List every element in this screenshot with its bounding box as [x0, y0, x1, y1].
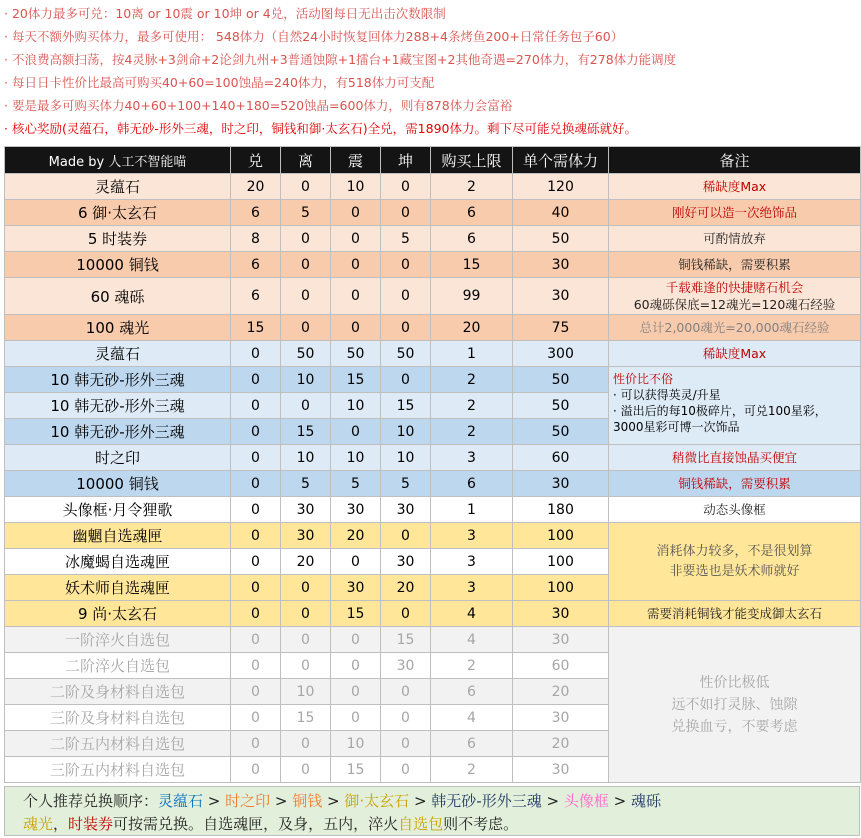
item-value: 0 [281, 731, 331, 757]
footer-item-shizhuangquan: 时装券 [68, 815, 114, 833]
remark-hunxia [609, 523, 861, 601]
table-row [5, 497, 861, 523]
item-value: 0 [381, 731, 431, 757]
item-value: 10 [381, 419, 431, 445]
item-value: 4 [431, 627, 513, 653]
item-value: 50 [513, 226, 609, 252]
item-value: 0 [231, 445, 281, 471]
item-value: 0 [281, 757, 331, 783]
table-row [5, 278, 861, 315]
item-value: 0 [381, 174, 431, 200]
item-value: 0 [231, 419, 281, 445]
item-value: 20 [513, 731, 609, 757]
item-value: 6 [231, 200, 281, 226]
item-value: 0 [381, 757, 431, 783]
header-kun: 坤 [381, 147, 431, 174]
remark-line: 性价比极低 [699, 674, 770, 691]
item-value: 0 [331, 627, 381, 653]
item-value: 0 [281, 653, 331, 679]
item-name: 一阶淬火自选包 [5, 627, 231, 653]
item-value: 300 [513, 341, 609, 367]
item-value: 6 [431, 471, 513, 497]
item-value: 15 [331, 367, 381, 393]
footer-item-touxiangkuang: 头像框 [563, 792, 609, 810]
item-value: 15 [281, 705, 331, 731]
item-value: 2 [431, 393, 513, 419]
item-value: 50 [513, 419, 609, 445]
table-header [5, 147, 861, 174]
item-value: 15 [431, 252, 513, 278]
footer-item-lingyun: 灵蕴石 [158, 792, 204, 810]
item-value: 30 [513, 705, 609, 731]
item-remark [609, 174, 861, 200]
item-value: 180 [513, 497, 609, 523]
item-value: 20 [331, 523, 381, 549]
item-name: 60 魂砾 [5, 278, 231, 315]
footer-item-taixuan: 御·太玄石 [344, 792, 410, 810]
item-value: 0 [231, 393, 281, 419]
item-name: 5 时装券 [5, 226, 231, 252]
item-value: 30 [381, 497, 431, 523]
exchange-table [4, 146, 861, 783]
remark-line: 远不如打灵脉、蚀隙 [671, 696, 798, 713]
header-zhen: 震 [331, 147, 381, 174]
item-value: 0 [381, 523, 431, 549]
table-row [5, 226, 861, 252]
note-line: · 要是最多可购买体力40+60+100+140+180=520蚀晶=600体力，则有878体力会富裕 [4, 98, 513, 113]
footer-text-end: 则不考虑。 [443, 815, 519, 833]
note-line: · 每日日卡性价比最高可购买40+60=100蚀晶=240体力，有518体力可支配 [4, 75, 435, 90]
item-value: 3 [431, 549, 513, 575]
item-value: 2 [431, 757, 513, 783]
remark-text: 总计2,000魂光=20,000魂石经验 [639, 320, 830, 335]
item-value: 15 [281, 419, 331, 445]
item-remark [609, 601, 861, 627]
item-value: 1 [431, 341, 513, 367]
item-value: 30 [513, 627, 609, 653]
note-line: · 每天不额外购买体力，最多可使用： 548体力（自然24小时恢复回体力288+4条烤鱼200+日常任务包子60） [4, 29, 624, 44]
footer-item-zixuanbao: 自选包 [398, 815, 444, 833]
item-name: 10000 铜钱 [5, 471, 231, 497]
item-value: 120 [513, 174, 609, 200]
recommend-footer [4, 786, 860, 836]
item-value: 0 [381, 315, 431, 341]
remark-line: 消耗体力较多，不是很划算 [656, 543, 813, 559]
item-name: 头像框·月令狸歌 [5, 497, 231, 523]
item-name: 幽魍自选魂匣 [5, 523, 231, 549]
footer-sep: > [203, 792, 226, 810]
item-value: 15 [381, 627, 431, 653]
item-value: 1 [431, 497, 513, 523]
item-value: 10 [331, 731, 381, 757]
item-value: 0 [231, 731, 281, 757]
footer-sep: ， [53, 815, 69, 833]
table-row [5, 252, 861, 278]
item-value: 0 [381, 679, 431, 705]
item-value: 99 [431, 278, 513, 315]
item-name: 10 韩无砂-形外三魂 [5, 393, 231, 419]
item-value: 0 [331, 653, 381, 679]
item-value: 0 [381, 705, 431, 731]
table-row [5, 601, 861, 627]
item-value: 0 [331, 549, 381, 575]
note-line: · 20体力最多可兑：10离 or 10震 or 10坤 or 4兑，活动图每日无出击次数限制 [4, 6, 446, 21]
item-value: 0 [281, 252, 331, 278]
item-value: 20 [513, 679, 609, 705]
item-value: 6 [431, 679, 513, 705]
item-name: 10 韩无砂-形外三魂 [5, 419, 231, 445]
footer-text-skip: 自选魂匣，及身，五内，淬火 [203, 815, 399, 833]
header-limit: 购买上限 [431, 147, 513, 174]
footer-text-optional: 可按需兑换。 [113, 815, 204, 833]
item-value: 15 [381, 393, 431, 419]
item-value: 0 [281, 601, 331, 627]
item-remark [609, 278, 861, 315]
item-value: 60 [513, 653, 609, 679]
item-name: 9 尚·太玄石 [5, 601, 231, 627]
item-value: 0 [231, 549, 281, 575]
item-value: 5 [381, 226, 431, 252]
item-value: 5 [281, 471, 331, 497]
table-row [5, 367, 861, 393]
item-name: 100 魂光 [5, 315, 231, 341]
footer-item-shizhiyin: 时之印 [225, 792, 271, 810]
item-value: 5 [331, 471, 381, 497]
item-name: 灵蕴石 [5, 341, 231, 367]
table-row [5, 174, 861, 200]
header-remark: 备注 [609, 147, 861, 174]
note-line: · 核心奖励(灵蕴石，韩无砂-形外三魂，时之印，铜钱和御·太玄石)全兑，需1890体力。剩下尽可能兑换魂砾就好。 [4, 121, 637, 136]
footer-item-tongqian: 铜钱 [292, 792, 323, 810]
item-value: 6 [431, 226, 513, 252]
item-value: 30 [331, 497, 381, 523]
item-value: 30 [381, 549, 431, 575]
item-value: 50 [513, 393, 609, 419]
item-value: 0 [231, 575, 281, 601]
item-name: 妖术师自选魂匣 [5, 575, 231, 601]
item-value: 0 [381, 367, 431, 393]
remark-line: · 可以获得英灵/升星 [613, 388, 721, 402]
item-value: 0 [231, 757, 281, 783]
footer-sep: > [409, 792, 432, 810]
item-value: 0 [381, 200, 431, 226]
remark-text: 铜钱稀缺，需要积累 [678, 476, 791, 491]
item-value: 0 [281, 575, 331, 601]
item-value: 10 [281, 367, 331, 393]
footer-item-hanwusha: 韩无砂-形外三魂 [431, 792, 542, 810]
item-value: 4 [431, 601, 513, 627]
item-value: 30 [513, 471, 609, 497]
item-value: 50 [331, 341, 381, 367]
item-value: 6 [431, 731, 513, 757]
item-name: 灵蕴石 [5, 174, 231, 200]
footer-sep: > [270, 792, 293, 810]
remark-line: · 溢出后的每10极碎片，可兑100星彩，3000星彩可博一次饰品 [613, 404, 827, 434]
item-value: 0 [281, 393, 331, 419]
item-value: 6 [231, 278, 281, 315]
item-remark [609, 471, 861, 497]
item-name: 冰魔蝎自选魂匣 [5, 549, 231, 575]
item-value: 0 [331, 679, 381, 705]
item-value: 30 [281, 497, 331, 523]
item-value: 10 [381, 445, 431, 471]
item-value: 3 [431, 523, 513, 549]
remark-text: 可酌情放弃 [703, 231, 766, 246]
item-value: 0 [331, 278, 381, 315]
item-name: 6 御·太玄石 [5, 200, 231, 226]
item-value: 10 [281, 679, 331, 705]
item-value: 0 [231, 341, 281, 367]
item-value: 3 [431, 575, 513, 601]
item-value: 0 [281, 226, 331, 252]
item-value: 0 [331, 200, 381, 226]
item-remark [609, 252, 861, 278]
item-value: 0 [231, 601, 281, 627]
item-value: 6 [431, 200, 513, 226]
item-value: 0 [281, 174, 331, 200]
item-value: 10 [331, 445, 381, 471]
notes-panel [0, 0, 861, 146]
item-value: 100 [513, 575, 609, 601]
footer-prefix: 个人推荐兑换顺序： [23, 792, 159, 810]
table-row [5, 341, 861, 367]
item-value: 0 [381, 278, 431, 315]
item-name: 10000 铜钱 [5, 252, 231, 278]
footer-item-hunli: 魂砾 [630, 792, 661, 810]
table-row [5, 315, 861, 341]
table-row [5, 200, 861, 226]
item-remark [609, 341, 861, 367]
item-value: 15 [331, 601, 381, 627]
table-row [5, 471, 861, 497]
item-name: 二阶及身材料自选包 [5, 679, 231, 705]
remark-line: 非要选也是妖术师就好 [669, 563, 800, 579]
footer-sep: > [541, 792, 564, 810]
table-row [5, 627, 861, 653]
remark-text: 需要消耗铜钱才能变成御太玄石 [646, 606, 822, 621]
remark-text: 稀缺度Max [702, 179, 767, 194]
header-author: Made by 人工不智能喵 [5, 147, 231, 174]
item-value: 0 [231, 523, 281, 549]
item-value: 0 [231, 679, 281, 705]
remark-zixuanbao [609, 627, 861, 783]
item-value: 100 [513, 523, 609, 549]
item-value: 5 [381, 471, 431, 497]
item-value: 0 [231, 367, 281, 393]
item-value: 20 [431, 315, 513, 341]
item-value: 0 [281, 278, 331, 315]
remark-hanwusha [609, 367, 861, 445]
remark-title: 性价比不俗 [613, 372, 674, 386]
item-value: 0 [331, 252, 381, 278]
item-name: 二阶五内材料自选包 [5, 731, 231, 757]
item-value: 0 [381, 252, 431, 278]
note-line: · 不浪费高额扫荡，按4灵脉+3剑命+2论剑九州+3普通蚀隙+1擂台+1藏宝图+2其他奇遇=270体力，有278体力能调度 [4, 52, 677, 67]
remark-text: 刚好可以造一次绝饰品 [671, 205, 797, 220]
remark-text-2: 60魂砾保底=12魂光=120魂石经验 [633, 297, 836, 312]
item-value: 20 [381, 575, 431, 601]
item-remark [609, 497, 861, 523]
remark-text: 稀缺度Max [702, 346, 767, 361]
footer-sep: > [322, 792, 345, 810]
header-li: 离 [281, 147, 331, 174]
item-value: 10 [281, 445, 331, 471]
item-value: 0 [281, 627, 331, 653]
item-value: 2 [431, 174, 513, 200]
item-value: 30 [281, 523, 331, 549]
item-value: 20 [281, 549, 331, 575]
item-value: 6 [231, 252, 281, 278]
item-value: 2 [431, 653, 513, 679]
item-name: 三阶五内材料自选包 [5, 757, 231, 783]
remark-text: 稍微比直接蚀晶买便宜 [671, 450, 797, 465]
item-remark [609, 226, 861, 252]
item-value: 30 [513, 278, 609, 315]
item-value: 50 [513, 367, 609, 393]
item-remark [609, 200, 861, 226]
item-name: 二阶淬火自选包 [5, 653, 231, 679]
item-value: 30 [513, 757, 609, 783]
item-value: 0 [231, 627, 281, 653]
item-value: 5 [281, 200, 331, 226]
item-name: 三阶及身材料自选包 [5, 705, 231, 731]
item-value: 4 [431, 705, 513, 731]
item-value: 3 [431, 445, 513, 471]
item-value: 0 [231, 471, 281, 497]
remark-text: 铜钱稀缺，需要积累 [678, 257, 791, 272]
remark-text: 千载难逢的快捷赌石机会 [665, 280, 804, 295]
item-value: 100 [513, 549, 609, 575]
item-value: 30 [381, 653, 431, 679]
item-value: 30 [513, 252, 609, 278]
item-value: 20 [231, 174, 281, 200]
footer-sep: > [608, 792, 631, 810]
remark-line: 兑换血亏，不要考虑 [671, 718, 798, 735]
item-value: 0 [381, 601, 431, 627]
item-name: 10 韩无砂-形外三魂 [5, 367, 231, 393]
item-value: 0 [331, 226, 381, 252]
item-value: 15 [331, 757, 381, 783]
item-value: 8 [231, 226, 281, 252]
table-row [5, 523, 861, 549]
item-value: 0 [231, 497, 281, 523]
footer-item-hunguang: 魂光 [23, 815, 54, 833]
item-value: 75 [513, 315, 609, 341]
item-value: 10 [331, 393, 381, 419]
item-value: 2 [431, 419, 513, 445]
item-value: 50 [281, 341, 331, 367]
header-cost: 单个需体力 [513, 147, 609, 174]
item-value: 0 [231, 653, 281, 679]
item-remark [609, 445, 861, 471]
item-value: 60 [513, 445, 609, 471]
remark-text: 动态头像框 [703, 502, 766, 517]
item-remark [609, 315, 861, 341]
item-value: 0 [331, 705, 381, 731]
header-dui: 兑 [231, 147, 281, 174]
item-value: 0 [331, 419, 381, 445]
item-value: 2 [431, 367, 513, 393]
item-value: 15 [231, 315, 281, 341]
item-value: 50 [381, 341, 431, 367]
table-row [5, 445, 861, 471]
item-value: 40 [513, 200, 609, 226]
item-value: 0 [231, 705, 281, 731]
item-value: 10 [331, 174, 381, 200]
item-value: 0 [331, 315, 381, 341]
item-name: 时之印 [5, 445, 231, 471]
item-value: 0 [281, 315, 331, 341]
item-value: 30 [513, 601, 609, 627]
item-value: 30 [331, 575, 381, 601]
